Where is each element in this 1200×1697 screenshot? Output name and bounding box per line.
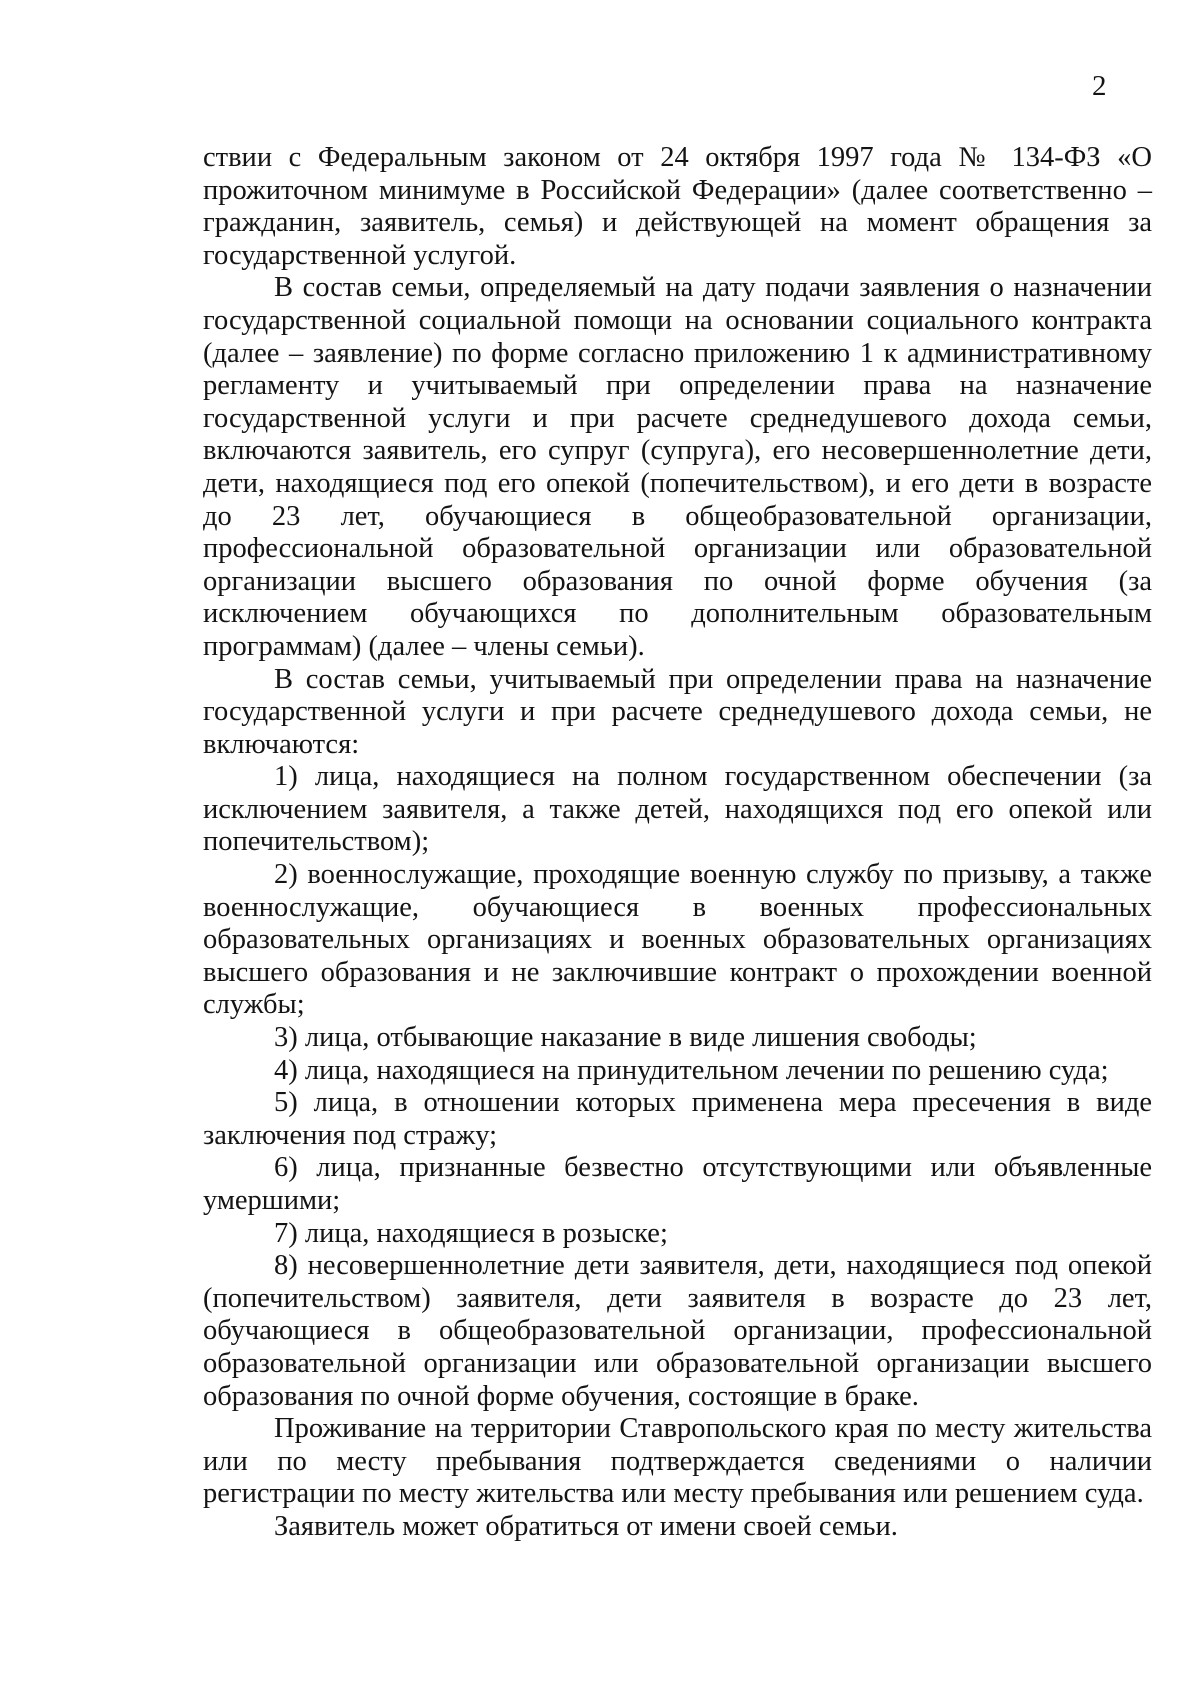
- paragraph-applicant: Заявитель может обратиться от имени своей семьи.: [274, 1510, 898, 1542]
- list-item-7: 7) лица, находящиеся в розыске;: [274, 1217, 668, 1249]
- list-item-2: 2) военнослужащие, проходящие военную службу по призыву, а также военнослужащие, обучающиеся в военных профессиональных образовательных организациях и военных образовательных организациях высшего образования и не заключившие контракт о прохождении военной службы;: [203, 859, 1152, 1021]
- paragraph-family-composition: В состав семьи, определяемый на дату подачи заявления о назначении государственной социальной помощи на основании социального контракта (далее – заявление) по форме согласно приложению 1 к административному регламенту и учитываемый при определении права на назначение государственной услуги и при расчете среднедушевого дохода семьи, включаются заявитель, его супруг (супруга), его несовершеннолетние дети, дети, находящиеся под его опекой (попечительством), и его дети в возрасте до 23 лет, обучающиеся в общеобразовательной организации, профессиональной образовательной организации или образовательной организации высшего образования по очной форме обучения (за исключением обучающихся по дополнительным образовательным программам) (далее – члены семьи).: [203, 272, 1152, 662]
- list-item-3: 3) лица, отбывающие наказание в виде лишения свободы;: [274, 1022, 977, 1054]
- paragraph-continuation: ствии с Федеральным законом от 24 октября 1997 года № 134-ФЗ «О прожиточном минимуме в Российской Федерации» (далее соответственно – гражданин, заявитель, семья) и действующей на момент обращения за государственной услугой.: [203, 142, 1152, 271]
- list-item-1: 1) лица, находящиеся на полном государственном обеспечении (за исключением заявителя, а также детей, находящихся под его опекой или попечительством);: [203, 761, 1152, 858]
- list-item-6: 6) лица, признанные безвестно отсутствующими или объявленные умершими;: [203, 1152, 1152, 1216]
- page-number: 2: [1092, 70, 1107, 102]
- list-item-4: 4) лица, находящиеся на принудительном лечении по решению суда;: [274, 1054, 1109, 1086]
- list-item-8: 8) несовершеннолетние дети заявителя, дети, находящиеся под опекой (попечительством) заявителя, дети заявителя в возрасте до 23 лет, обучающиеся в общеобразовательной организации, профессиональной образовательной организации или образовательной организации высшего образования по очной форме обучения, состоящие в браке.: [203, 1250, 1152, 1412]
- list-item-5: 5) лица, в отношении которых применена мера пресечения в виде заключения под стражу;: [203, 1087, 1152, 1151]
- paragraph-residence: Проживание на территории Ставропольского края по месту жительства или по месту пребывания подтверждается сведениями о наличии регистрации по месту жительства или месту пребывания или решением суда.: [203, 1413, 1152, 1510]
- document-body: [203, 142, 1152, 1544]
- paragraph-excluded-intro: В состав семьи, учитываемый при определении права на назначение государственной услуги и при расчете среднедушевого дохода семьи, не включаются:: [203, 663, 1152, 760]
